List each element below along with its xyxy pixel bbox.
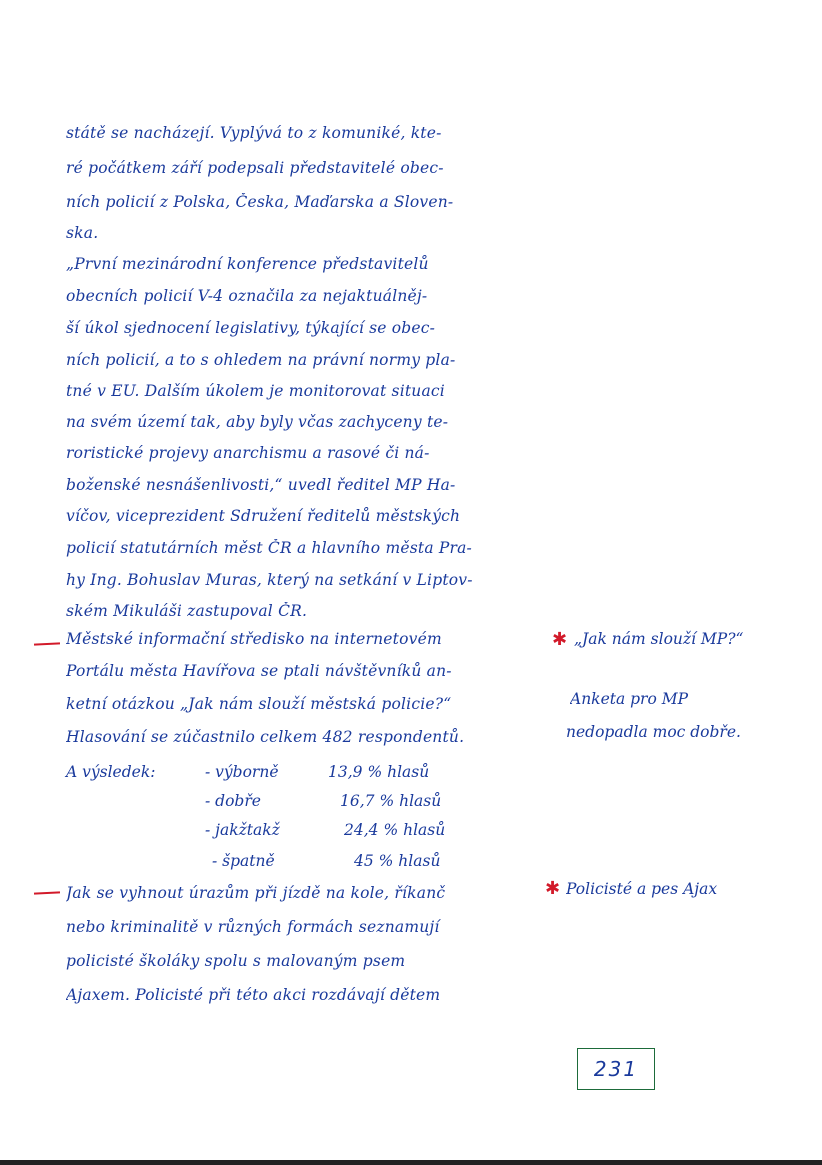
result-value: 13,9 % hlasů	[328, 763, 430, 781]
text-line: ském Mikuláši zastupoval ČR.	[66, 602, 308, 620]
red-dash-marker	[34, 642, 60, 645]
result-value: 45 % hlasů	[354, 852, 441, 870]
result-value: 24,4 % hlasů	[344, 821, 446, 839]
text-line: ketní otázkou „Jak nám slouží městská policie?“	[66, 695, 452, 713]
results-label: A výsledek:	[66, 763, 156, 781]
text-line: Městské informační středisko na internetovém	[66, 630, 442, 648]
text-line: Ajaxem. Policisté při této akci rozdávají dětem	[66, 986, 441, 1004]
result-category: - výborně	[205, 763, 279, 781]
text-line: roristické projevy anarchismu a rasové či ná-	[66, 444, 430, 462]
text-line: na svém území tak, aby byly včas zachyceny te-	[66, 413, 449, 431]
result-value: 16,7 % hlasů	[340, 792, 442, 810]
text-line: ré počátkem září podepsali představitelé obec-	[66, 159, 444, 177]
page-number: 231	[577, 1048, 655, 1090]
margin-note-title: „Jak nám slouží MP?“	[574, 630, 744, 648]
text-line: obecních policií V-4 označila za nejaktuálněj-	[66, 287, 428, 305]
red-star-icon: ✱	[545, 878, 561, 899]
scan-edge-divider	[0, 1160, 822, 1165]
text-line: nebo kriminalitě v různých formách seznamují	[66, 918, 440, 936]
text-line: boženské nesnášenlivosti,“ uvedl ředitel MP Ha-	[66, 476, 456, 494]
result-category: - špatně	[212, 852, 275, 870]
result-category: - dobře	[205, 792, 261, 810]
text-line: policií statutárních měst ČR a hlavního města Pra-	[66, 539, 472, 557]
text-line: ních policií z Polska, Česka, Maďarska a Sloven-	[66, 193, 454, 211]
text-line: Portálu města Havířova se ptali návštěvníků an-	[66, 662, 452, 680]
text-line: ska.	[66, 224, 99, 242]
text-line: ší úkol sjednocení legislativy, týkající se obec-	[66, 319, 436, 337]
margin-note-line: nedopadla moc dobře.	[566, 723, 741, 741]
text-line: „První mezinárodní konference představitelů	[66, 255, 429, 273]
text-line: policisté školáky spolu s malovaným psem	[66, 952, 406, 970]
text-line: státě se nacházejí. Vyplývá to z komuniké, kte-	[66, 124, 442, 142]
red-dash-marker	[34, 891, 60, 894]
text-line: Hlasování se zúčastnilo celkem 482 respondentů.	[66, 728, 465, 746]
margin-note-line: Anketa pro MP	[570, 690, 689, 708]
result-category: - jakžtakž	[205, 821, 280, 839]
margin-note-title: Policisté a pes Ajax	[566, 880, 718, 898]
text-line: hy Ing. Bohuslav Muras, který na setkání v Liptov-	[66, 571, 473, 589]
text-line: tné v EU. Dalším úkolem je monitorovat situaci	[66, 382, 445, 400]
text-line: ních policií, a to s ohledem na právní normy pla-	[66, 351, 456, 369]
text-line: Jak se vyhnout úrazům při jízdě na kole, říkanč	[66, 884, 446, 902]
text-line: víčov, viceprezident Sdružení ředitelů městských	[66, 507, 461, 525]
red-star-icon: ✱	[552, 629, 568, 650]
